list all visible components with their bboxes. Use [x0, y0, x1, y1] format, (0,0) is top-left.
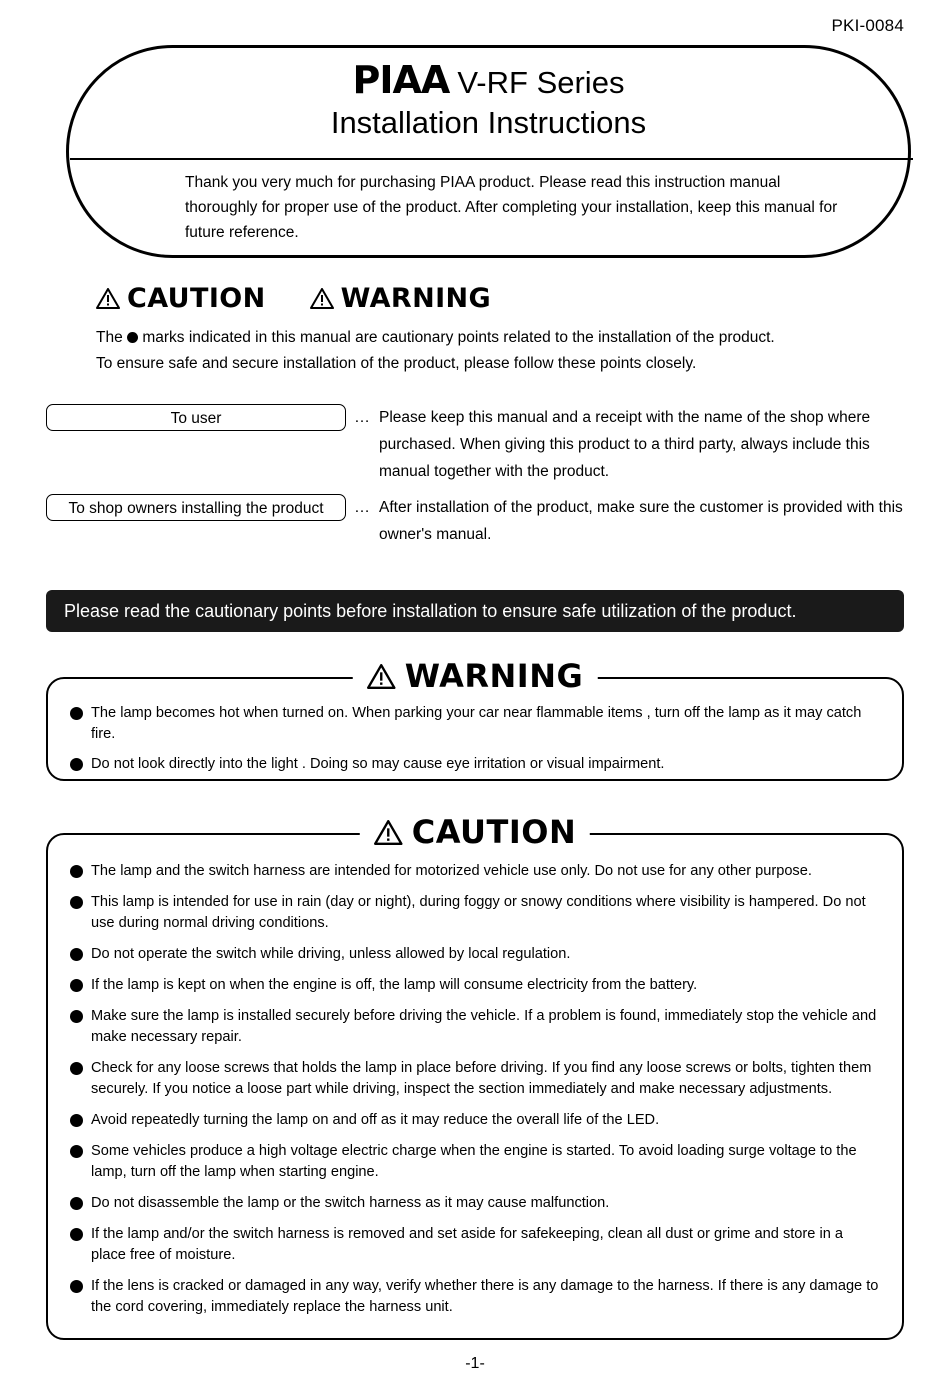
page-title: Installation Instructions	[330, 105, 647, 140]
list-item	[70, 944, 880, 965]
audience-text-user: Please keep this manual and a receipt with the name of the shop where purchased. When giving this product to a third party, always include this manual together with the product.	[379, 409, 871, 480]
intro-paragraph: Thank you very much for purchasing PIAA product. Please read this instruction manual thoroughly for proper use of the product. After completing your installation, keep this manual for future reference.	[185, 174, 838, 241]
brand-line	[69, 60, 908, 103]
audience-label-user: To user	[46, 404, 346, 431]
header-title-zone	[69, 48, 908, 158]
bullet-dot-icon	[70, 1062, 83, 1075]
bullet-dot-icon	[70, 1114, 83, 1127]
list-item-text: Do not look directly into the light . Doing so may cause eye irritation or visual impairment.	[91, 756, 665, 772]
notice-line1-after: marks indicated in this manual are cautionary points related to the installation of the product.	[138, 329, 775, 346]
audience-label-shop: To shop owners installing the product	[46, 494, 346, 521]
header-divider	[70, 158, 913, 160]
warning-triangle-icon	[367, 664, 396, 689]
warning-triangle-icon	[374, 820, 403, 845]
bullet-dot-icon	[127, 332, 138, 343]
warning-heading-label: WARNING	[340, 283, 492, 314]
notice-line2: To ensure safe and secure installation of the product, please follow these points closely.	[96, 355, 697, 372]
list-item-text: Do not operate the switch while driving, unless allowed by local regulation.	[91, 946, 571, 962]
bullet-dot-icon	[70, 979, 83, 992]
list-item	[70, 1141, 880, 1183]
warning-heading	[310, 283, 491, 314]
list-item-text: If the lens is cracked or damaged in any way, verify whether there is any damage to the harness. If there is any damage to the cord covering, immediately replace the harness unit.	[91, 1278, 879, 1315]
list-item	[70, 1058, 880, 1100]
list-item-text: If the lamp is kept on when the engine is off, the lamp will consume electricity from the battery.	[91, 977, 698, 993]
list-item-text: This lamp is intended for use in rain (day or night), during foggy or snowy conditions where visibility is hampered. Do not use during normal driving conditions.	[91, 894, 866, 931]
list-item-text: If the lamp and/or the switch harness is removed and set aside for safekeeping, clean all dust or grime and store in a place free of moisture.	[91, 1226, 843, 1263]
caution-heading	[96, 283, 266, 314]
header-capsule	[66, 45, 911, 258]
audience-row-shop	[46, 494, 919, 548]
caution-heading-label: CAUTION	[127, 283, 266, 314]
bullet-dot-icon	[70, 1280, 83, 1293]
list-item-text: The lamp and the switch harness are intended for motorized vehicle use only. Do not use for any other purpose.	[91, 863, 812, 879]
bullet-dot-icon	[70, 1197, 83, 1210]
list-item-text: The lamp becomes hot when turned on. When parking your car near flammable items , turn off the lamp as it may catch fire.	[91, 705, 862, 742]
bullet-dot-icon	[70, 1228, 83, 1241]
caution-panel-label: CAUTION	[411, 813, 577, 851]
list-item	[70, 703, 880, 745]
read-cautionary-banner: Please read the cautionary points before installation to ensure safe utilization of the product.	[46, 590, 904, 632]
bullet-dot-icon	[70, 707, 83, 720]
warning-panel-label: WARNING	[404, 657, 584, 695]
notice-description	[96, 325, 886, 377]
caution-panel	[46, 813, 904, 1340]
warning-panel-title	[353, 657, 598, 695]
bullet-dot-icon	[70, 896, 83, 909]
warning-triangle-icon	[96, 288, 120, 309]
list-item	[70, 1006, 880, 1048]
bullet-dot-icon	[70, 1145, 83, 1158]
list-item	[70, 861, 880, 882]
list-item-text: Some vehicles produce a high voltage electric charge when the engine is started. To avoid loading surge voltage to the lamp, turn off the lamp when starting engine.	[91, 1143, 857, 1180]
warning-triangle-icon	[310, 288, 334, 309]
list-item-text: Make sure the lamp is installed securely before driving the vehicle. If a problem is found, immediately stop the vehicle and make necessary repair.	[91, 1008, 877, 1045]
list-item	[70, 754, 880, 775]
piaa-logo: PIAA	[352, 58, 450, 102]
warning-panel	[46, 657, 904, 781]
audience-dots: …	[354, 409, 371, 426]
caution-list	[48, 835, 902, 1318]
bullet-dot-icon	[70, 948, 83, 961]
list-item	[70, 1193, 880, 1214]
list-item-text: Avoid repeatedly turning the lamp on and off as it may reduce the overall life of the LED.	[91, 1112, 660, 1128]
list-item	[70, 892, 880, 934]
list-item-text: Do not disassemble the lamp or the switch harness as it may cause malfunction.	[91, 1195, 610, 1211]
bullet-dot-icon	[70, 758, 83, 771]
audience-dots: …	[354, 499, 371, 516]
audience-row-user	[46, 404, 919, 485]
notice-heading-row	[96, 283, 491, 314]
page-number: -1-	[465, 1355, 485, 1372]
list-item	[70, 975, 880, 996]
list-item	[70, 1224, 880, 1266]
list-item	[70, 1110, 880, 1131]
list-item-text: Check for any loose screws that holds the lamp in place before driving. If you find any loose screws or bolts, tighten them securely. If you notice a loose part while driving, inspect the section immediately and make necessary adjustments.	[91, 1060, 872, 1097]
bullet-dot-icon	[70, 865, 83, 878]
bullet-dot-icon	[70, 1010, 83, 1023]
series-name: V-RF Series	[457, 65, 625, 100]
document-code: PKI-0084	[831, 16, 904, 35]
caution-panel-title	[360, 813, 590, 851]
audience-text-shop: After installation of the product, make sure the customer is provided with this owner's manual.	[379, 499, 903, 543]
list-item	[70, 1276, 880, 1318]
notice-line1-before: The	[96, 329, 128, 346]
